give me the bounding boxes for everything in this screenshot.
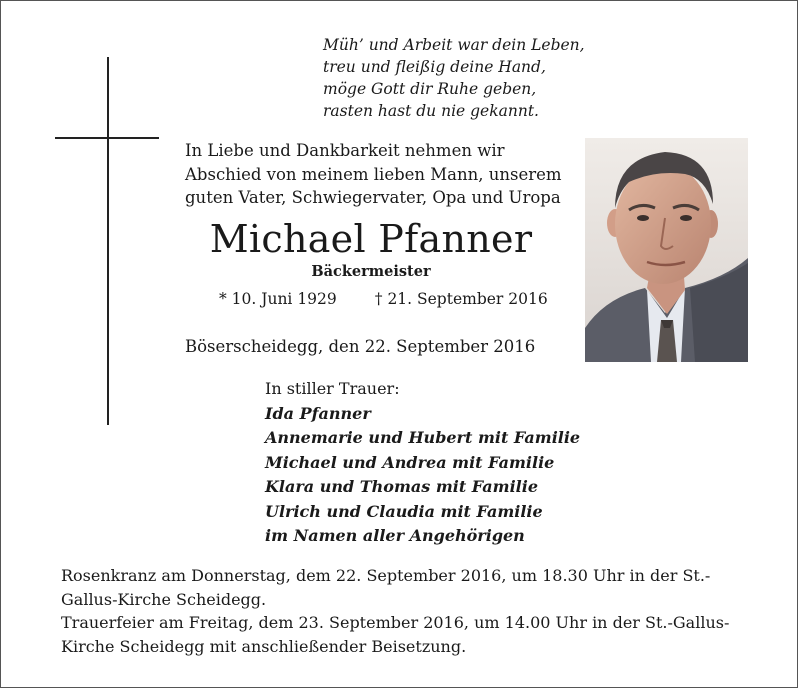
life-dates: [219, 290, 548, 308]
poem-line: rasten hast du nie gekannt.: [323, 102, 539, 120]
birth-date: * 10. Juni 1929: [219, 290, 337, 308]
portrait-photo: [585, 138, 748, 362]
mourner-name: Ulrich und Claudia mit Familie: [265, 501, 543, 521]
intro-text: [185, 139, 562, 210]
poem-line: möge Gott dir Ruhe geben,: [323, 80, 537, 98]
mourner-name: Ida Pfanner: [265, 403, 371, 423]
mourners-block: [265, 377, 580, 549]
mourner-name: Annemarie und Hubert mit Familie: [265, 428, 581, 447]
intro-line: Abschied von meinem lieben Mann, unserem: [185, 164, 562, 184]
mourner-name: Michael und Andrea mit Familie: [265, 452, 555, 472]
profession: Bäckermeister: [311, 263, 431, 280]
mourning-heading: In stiller Trauer:: [265, 379, 400, 398]
cross-horizontal-bar: [55, 137, 159, 139]
death-date: † 21. September 2016: [374, 290, 548, 308]
deceased-name: Michael Pfanner: [209, 217, 533, 261]
service-line: Trauerfeier am Freitag, dem 23. September 2016, um 14.00 Uhr in der St.-Gallus-: [61, 613, 730, 632]
poem-line: treu und fleißig deine Hand,: [323, 58, 546, 76]
poem: [323, 34, 585, 122]
intro-line: guten Vater, Schwiegervater, Opa und Uropa: [185, 188, 561, 207]
service-line: Kirche Scheidegg mit anschließender Beisetzung.: [61, 636, 467, 656]
funeral-info: [61, 564, 751, 658]
mourner-name: Klara und Thomas mit Familie: [265, 477, 538, 496]
intro-line: In Liebe und Dankbarkeit nehmen wir: [185, 141, 505, 160]
place-date: Böserscheidegg, den 22. September 2016: [185, 337, 536, 356]
cross-vertical-bar: [107, 57, 109, 425]
rosary-line: Rosenkranz am Donnerstag, dem 22. September 2016, um 18.30 Uhr in der St.-: [61, 566, 711, 585]
rosary-line: Gallus-Kirche Scheidegg.: [61, 589, 267, 609]
poem-line: Müh’ und Arbeit war dein Leben,: [323, 36, 585, 54]
mourner-name: im Namen aller Angehörigen: [265, 526, 525, 545]
